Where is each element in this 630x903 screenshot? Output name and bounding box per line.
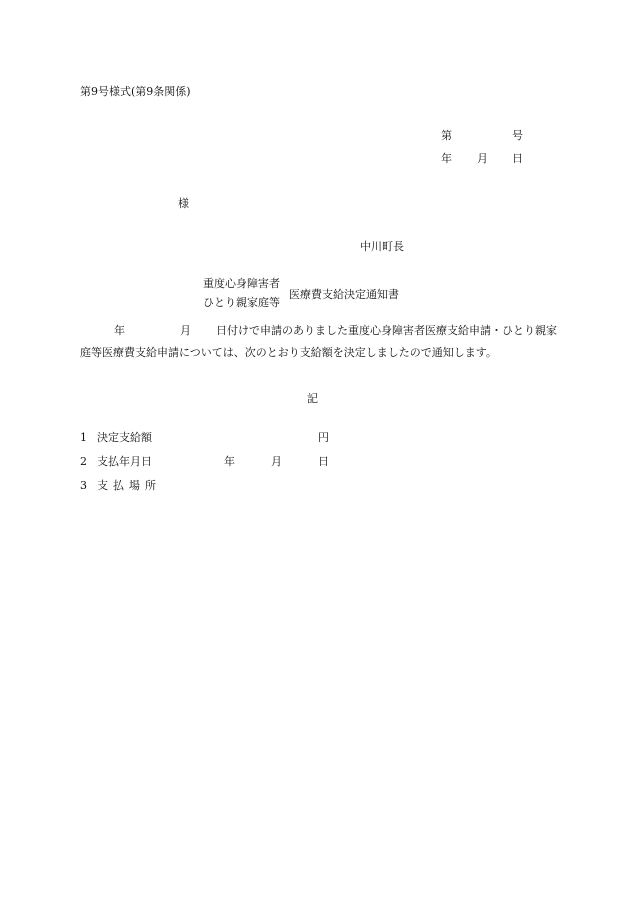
body-year-label: 年: [114, 324, 125, 337]
item-label: 支払場所: [97, 479, 161, 492]
payment-month-label: 月: [271, 455, 282, 468]
payment-day-label: 日: [318, 455, 329, 468]
date-day-label: 日: [512, 152, 523, 165]
issuer-name: 中川町長: [360, 240, 404, 253]
form-title: 第9号様式(第9条関係): [80, 85, 191, 98]
doc-number-prefix: 第: [441, 129, 452, 142]
item-payment-date: [0, 455, 630, 469]
recipient-honorific: 様: [178, 197, 189, 210]
body-paragraph-line-2: 庭等医療費支給申請については、次のとおり支給額を決定しましたので通知します。: [80, 346, 497, 359]
date-month-label: 月: [477, 152, 488, 165]
ki-heading: 記: [307, 392, 318, 405]
item-label: 決定支給額: [97, 431, 152, 444]
item-number: 3: [80, 479, 87, 492]
item-decided-amount: [0, 431, 630, 445]
amount-unit-yen: 円: [318, 431, 329, 444]
document-title: 医療費支給決定通知書: [289, 288, 399, 301]
item-number: 2: [80, 455, 87, 468]
item-label: 支払年月日: [97, 455, 152, 468]
body-text-1: 日付けで申請のありました重度心身障害者医療支給申請・ひとり親家: [216, 324, 557, 337]
item-payment-place: [0, 479, 630, 493]
item-number: 1: [80, 431, 87, 444]
body-month-label: 月: [180, 324, 191, 337]
payment-year-label: 年: [224, 455, 235, 468]
doc-number-suffix: 号: [512, 129, 523, 142]
title-category-2: ひとり親家庭等: [203, 296, 280, 309]
body-paragraph-line-1: [80, 324, 557, 338]
title-category-1: 重度心身障害者: [203, 277, 280, 290]
date-year-label: 年: [441, 152, 452, 165]
